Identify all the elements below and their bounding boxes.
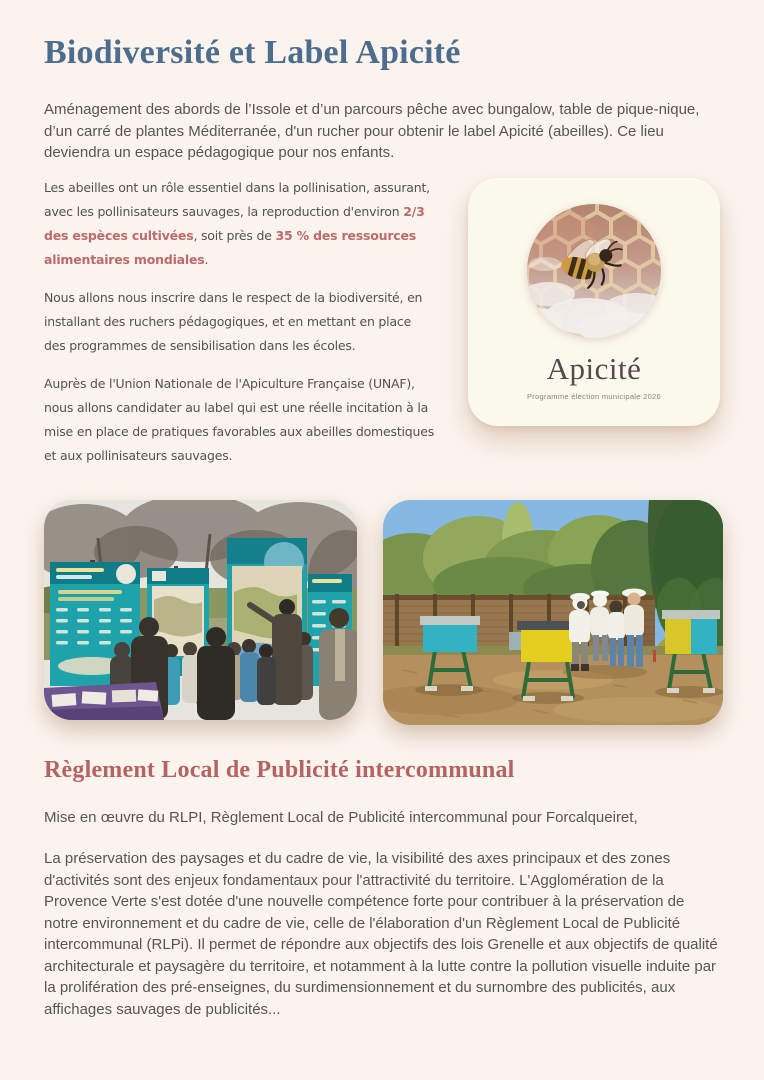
rlpi-section <box>44 757 720 1021</box>
paragraph-unaf: Auprès de l'Union Nationale de l'Apiculture Française (UNAF), nous allons candidater au label qui est une réelle incitation à la mise en place de pratiques favorables aux abeilles domestiques et aux pollinisateurs sauvages. <box>44 375 435 463</box>
display-table <box>44 682 164 720</box>
rlpi-body-paragraph: La préservation des paysages et du cadre de vie, la visibilité des axes principaux et des zones d'activités sont des enjeux fondamentaux pour l'attractivité du territoire. L'Agglomération de la Provence Verte s'est dotée d'une nouvelle compétence forte pour contribuer à la préservation de notre environnement et du cadre de vie, celle de l'élaboration d'un Règlement Local de Publicité intercommunal (RLPi). Il permet de répondre aux objectifs des lois Grenelle et aux objectifs de qualité architecturale et paysagère du territoire, et notamment à la lutte contre la pollution visuelle induite par la prolifération des pré-enseignes, du surdimensionnement et du surnombre des publicités, aux affichages sauvages de publicités... <box>44 850 718 1018</box>
text-part1: Les abeilles ont un rôle essentiel dans la pollinisation, assurant, avec les pollinisateurs sauvages, la reproduction d'environ <box>44 179 430 219</box>
photo-sensibilisation-event <box>44 500 357 720</box>
event-photo-illustration <box>44 500 357 720</box>
highlight-especes: 2/3 des espèces cultivées <box>44 203 425 243</box>
apicite-logo <box>527 204 661 338</box>
intro-paragraph: Aménagement des abords de l’Issole et d’un parcours pêche avec bungalow, table de pique-nique, d’un carré de plantes Méditerranée, d'un rucher pour obtenir le label Apicité (abeilles). Ce lieu deviendra un espace pédagogique pour nos enfants. <box>44 101 700 161</box>
photo-rucher-apiculteurs <box>383 500 723 725</box>
highlight-ressources: 35 % des ressources alimentaires mondiales <box>44 227 417 267</box>
rlpi-title: Règlement Local de Publicité intercommunal <box>44 756 515 783</box>
apiary-photo-illustration <box>383 500 723 725</box>
bee-honeycomb-illustration <box>527 204 661 338</box>
page-title: Biodiversité et Label Apicité <box>44 34 461 71</box>
photos-row <box>44 500 720 725</box>
bees-section <box>44 176 720 482</box>
text-part3: . <box>204 251 209 267</box>
text-part2: , soit près de <box>193 227 276 243</box>
paragraph-ruchers: Nous allons nous inscrire dans le respect de la biodiversité, en installant des ruchers pédagogiques, et en mettant en place des programmes de sensibilisation dans les écoles. <box>44 289 423 353</box>
apicite-card-subtitle: Programme élection municipale 2026 <box>526 391 661 401</box>
apicite-card <box>468 178 720 426</box>
apicite-card-title: Apicité <box>546 350 642 386</box>
rlpi-intro-paragraph: Mise en œuvre du RLPI, Règlement Local de Publicité intercommunal pour Forcalqueiret, <box>44 808 638 826</box>
